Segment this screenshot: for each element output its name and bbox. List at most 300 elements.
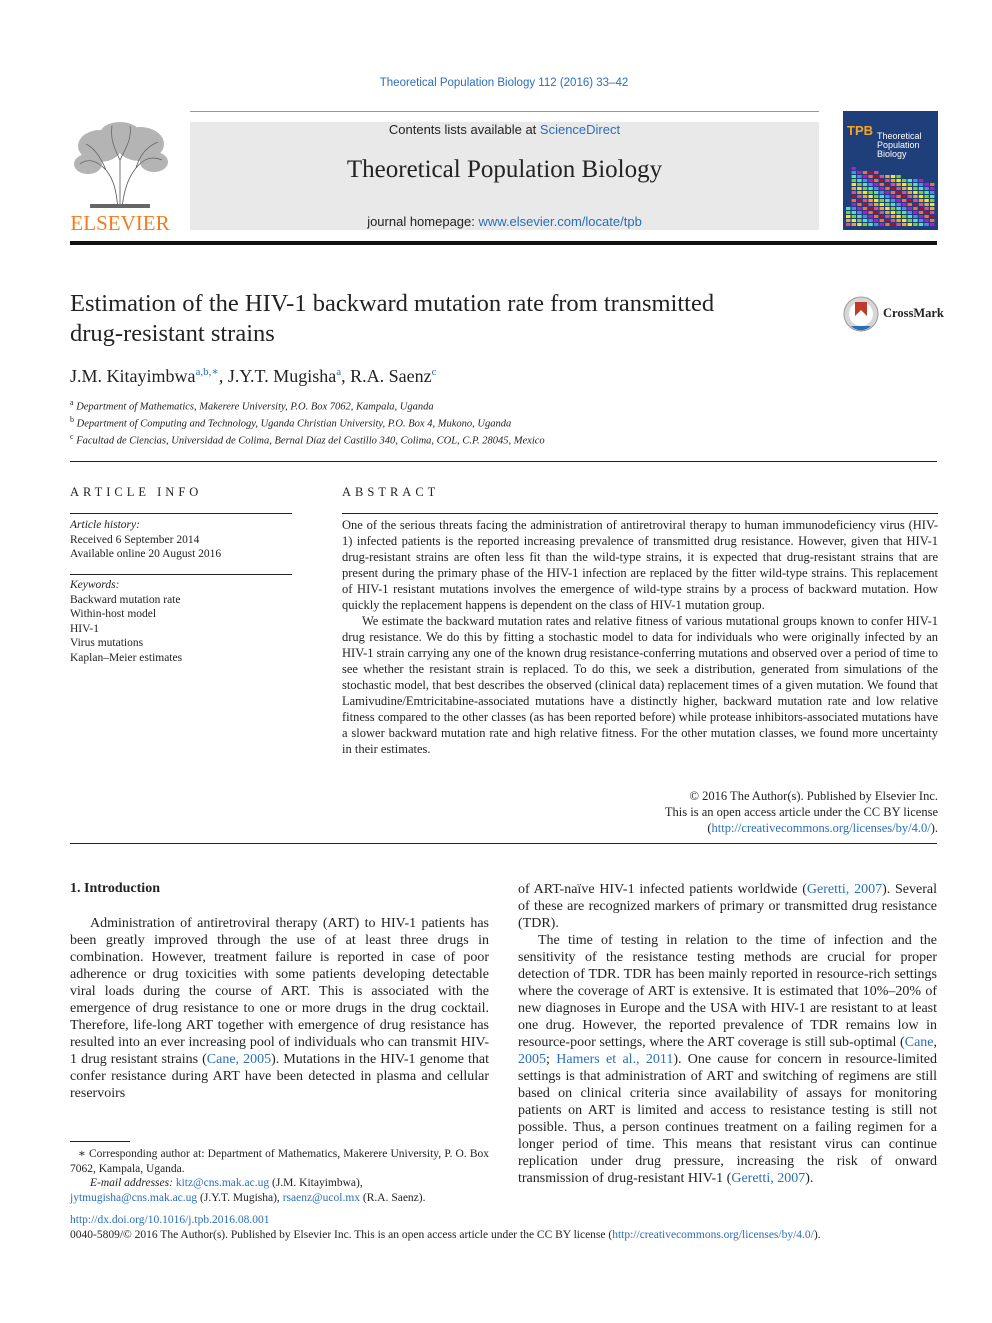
email-owner: (R.A. Saenz). (360, 1191, 426, 1204)
cover-pattern-cell (868, 219, 872, 222)
doi-link[interactable]: http://dx.doi.org/10.1016/j.tpb.2016.08.001 (70, 1214, 270, 1226)
cover-pattern-cell (908, 203, 912, 206)
license-paren: ). (930, 821, 938, 835)
journal-name: Theoretical Population Biology (346, 156, 663, 183)
cover-pattern-cell (891, 211, 895, 214)
cover-pattern-cell (868, 187, 872, 190)
cover-pattern-cell (868, 191, 872, 194)
cover-pattern-cell (885, 219, 889, 222)
cover-pattern-cell (863, 207, 867, 210)
cover-pattern-cell (868, 179, 872, 182)
cover-pattern-cell (919, 191, 923, 194)
body-column-left (70, 915, 489, 1102)
cover-pattern-cell (908, 211, 912, 214)
cover-pattern-cell (930, 207, 934, 210)
cover-pattern-cell (863, 203, 867, 206)
cover-pattern-cell (868, 175, 872, 178)
cover-pattern-cell (863, 187, 867, 190)
cover-pattern-cell (880, 223, 884, 226)
journal-masthead (190, 122, 819, 230)
abstract-paragraph: One of the serious threats facing the administration of antiretroviral therapy to human immunodeficiency virus (HIV-1) infected patients is the reported increasing prevalence of transmitted drug resistance. However, given that HIV-1 drug-resistant strains are often less fit than the wild-type strains, it is expected that drug-resistant strains that are present during the primary phase of the HIV-1 infection are replaced by the fitter wild-type strains. This replacement of HIV-1 resistant mutations involves the emergence of wild-type strains by a process of backward mutation. How quickly the replacement happens is dependent on the class of HIV-1 mutation group. (342, 518, 938, 612)
cover-pattern-cell (868, 183, 872, 186)
citation-link[interactable]: Hamers et al., 2011 (556, 1052, 674, 1067)
contents-prefix: Contents lists available at (388, 122, 540, 137)
cover-pattern-cell (908, 183, 912, 186)
cover-pattern-cell (896, 215, 900, 218)
header-bottom-rule (70, 241, 937, 245)
cover-pattern-cell (857, 207, 861, 210)
cover-pattern-cell (913, 223, 917, 226)
cover-pattern-cell (885, 203, 889, 206)
abstract-paragraph: We estimate the backward mutation rates and relative fitness of various mutational groups known to confer HIV-1 drug resistance. We do this by fitting a stochastic model to data for individuals who were originally infected by an HIV-1 strain carrying any one of the known drug resistance-conferring mutations and observed over a period of time to see whether the resistant strain is replaced. To do this, we seek a distribution, generated from simulations of the stochastic model, that best describes the observed (clinical data) replacement times of a given mutation. We found that Lamivudine/Emtricitabine-associated mutations have a distinctly higher, backward mutation rate and low relative fitness compared to the other classes (as has been reported before) while protease inhibitors-associated mutations have a slower backward mutation rate and high relative fitness. For the other mutation classes, we found more uncertainty in their estimates. (342, 614, 938, 756)
citation-link[interactable]: Cane, 2005 (206, 1052, 272, 1067)
cover-pattern-cell (891, 203, 895, 206)
cover-pattern-cell (902, 215, 906, 218)
abstract-heading: ABSTRACT (342, 485, 440, 499)
cover-pattern-cell (896, 199, 900, 202)
body-text: The time of testing in relation to the time of infection and the sensitivity of the resistance testing methods are crucial for proper detection of TDR. TDR has been mainly reported in resource-rich settings where the coverage of ART is extensive. It is estimated that 10%–20% of new diagnoses in Europe and the USA with HIV-1 are resistant to at least one drug. However, the reported prevalence of TDR remains low in resource-poor settings, where the ART coverage is still sub-optimal ( (518, 933, 937, 1050)
cover-pattern-cell (846, 215, 850, 218)
body-paragraph (70, 915, 489, 1102)
cover-pattern-cell (891, 195, 895, 198)
cover-pattern-cell (852, 211, 856, 214)
cover-pattern-cell (874, 223, 878, 226)
cover-pattern-cell (908, 223, 912, 226)
affiliation-text: Department of Mathematics, Makerere University, P.O. Box 7062, Kampala, Uganda (76, 401, 434, 413)
cover-pattern-cell (880, 215, 884, 218)
cover-pattern-cell (885, 215, 889, 218)
corresponding-footnote (70, 1147, 489, 1205)
cover-pattern-cell (863, 175, 867, 178)
cover-pattern-cell (880, 183, 884, 186)
received-date: Received 6 September 2014 (70, 533, 200, 546)
keyword: Virus mutations (70, 637, 144, 649)
author-marks[interactable]: a,b,∗ (195, 366, 219, 378)
cover-pattern-cell (857, 211, 861, 214)
cover-pattern-cell (902, 191, 906, 194)
cover-pattern-cell (863, 223, 867, 226)
cover-pattern-cell (919, 179, 923, 182)
cover-pattern-cell (874, 215, 878, 218)
keywords-label: Keywords: (70, 579, 120, 591)
body-column-right (518, 881, 937, 1187)
cover-pattern-cell (930, 219, 934, 222)
journal-citation[interactable]: Theoretical Population Biology 112 (2016) 33–42 (379, 77, 629, 89)
crossmark-label: CrossMark (883, 306, 944, 320)
license-line: This is an open access article under the CC BY license (664, 805, 938, 819)
cover-pattern-cell (896, 211, 900, 214)
cover-pattern-cell (863, 199, 867, 202)
cover-pattern-cell (902, 183, 906, 186)
cover-pattern-cell (902, 223, 906, 226)
elsevier-tree-icon (70, 120, 170, 235)
cover-pattern-cell (880, 191, 884, 194)
cover-pattern-cell (930, 199, 934, 202)
keyword: Within-host model (70, 608, 157, 620)
abstract-rule (342, 513, 938, 514)
cover-pattern-cell (902, 207, 906, 210)
cover-pattern-cell (857, 187, 861, 190)
cover-pattern-cell (930, 195, 934, 198)
cover-pattern-cell (885, 183, 889, 186)
cover-pattern-cell (880, 211, 884, 214)
cover-pattern-cell (852, 219, 856, 222)
cover-pattern-cell (868, 223, 872, 226)
article-history (70, 518, 221, 562)
journal-homepage-link[interactable]: www.elsevier.com/locate/tpb (478, 214, 642, 229)
cover-pattern-cell (891, 179, 895, 182)
cover-pattern-cell (908, 191, 912, 194)
email-link[interactable]: jytmugisha@cns.mak.ac.ug (70, 1191, 198, 1204)
cover-pattern-cell (874, 211, 878, 214)
cover-pattern-cell (874, 207, 878, 210)
cover-pattern-cell (874, 179, 878, 182)
body-text: of ART-naïve HIV-1 infected patients worldwide ( (518, 882, 807, 897)
cover-pattern-cell (924, 203, 928, 206)
cover-pattern-cell (852, 167, 856, 170)
cover-pattern-cell (913, 203, 917, 206)
cover-pattern-cell (852, 171, 856, 174)
issn-text: ). (813, 1229, 821, 1241)
affiliation-mark: c (70, 432, 74, 441)
cover-pattern-cell (857, 215, 861, 218)
cover-pattern-cell (924, 219, 928, 222)
cover-pattern-cell (863, 171, 867, 174)
cover-pattern-cell (930, 187, 934, 190)
elsevier-logo (70, 120, 170, 235)
cover-pattern-cell (880, 179, 884, 182)
cover-pattern-cell (896, 191, 900, 194)
body-text: , (933, 1035, 937, 1050)
cover-pattern-cell (924, 223, 928, 226)
affiliation (70, 398, 434, 413)
cover-pattern-cell (896, 179, 900, 182)
cover-pattern-cell (852, 203, 856, 206)
cover-pattern-cell (846, 223, 850, 226)
cover-pattern-cell (880, 199, 884, 202)
cover-pattern-cell (913, 207, 917, 210)
keyword: Kaplan–Meier estimates (70, 651, 183, 664)
cover-pattern-cell (868, 215, 872, 218)
cover-pattern-cell (885, 211, 889, 214)
copyright-line: © 2016 The Author(s). Published by Elsevier Inc. (689, 789, 938, 803)
cover-pattern-cell (885, 195, 889, 198)
cover-pattern-cell (891, 187, 895, 190)
history-label: Article history: (70, 519, 140, 531)
cover-pattern-cell (874, 183, 878, 186)
cover-pattern-cell (919, 203, 923, 206)
section-rule (70, 461, 937, 462)
cover-pattern-cell (919, 219, 923, 222)
cover-pattern-cell (852, 195, 856, 198)
cover-pattern-cell (924, 187, 928, 190)
cover-pattern-cell (908, 207, 912, 210)
cover-pattern-cell (891, 191, 895, 194)
cover-pattern-cell (930, 223, 934, 226)
author-separator: , (218, 366, 228, 386)
cover-pattern-cell (863, 195, 867, 198)
cover-pattern-cell (908, 187, 912, 190)
cover-pattern-cell (902, 199, 906, 202)
citation-link[interactable]: Geretti, 2007 (806, 882, 883, 897)
cover-pattern-cell (852, 175, 856, 178)
cover-pattern-cell (896, 219, 900, 222)
cover-pattern-cell (913, 199, 917, 202)
cover-pattern-cell (896, 207, 900, 210)
author-name[interactable]: R.A. Saenz (350, 366, 432, 386)
cover-pattern-cell (863, 191, 867, 194)
cover-pattern-cell (852, 223, 856, 226)
cover-pattern-cell (896, 187, 900, 190)
introduction-heading: 1. Introduction (70, 881, 160, 896)
affiliation-mark: b (70, 415, 74, 424)
svg-text:Theoretical: Theoretical (877, 131, 922, 141)
cover-pattern-cell (880, 195, 884, 198)
cover-pattern-cell (857, 179, 861, 182)
cover-pattern-cell (846, 219, 850, 222)
cover-pattern-cell (919, 183, 923, 186)
cover-pattern-cell (885, 175, 889, 178)
cover-pattern-cell (908, 195, 912, 198)
affiliation (70, 415, 511, 430)
author-separator: , (341, 366, 351, 386)
cover-pattern-cell (852, 199, 856, 202)
svg-text:TPB: TPB (847, 123, 873, 138)
cover-pattern-cell (857, 191, 861, 194)
cover-pattern-cell (924, 191, 928, 194)
title-line-1: Estimation of the HIV-1 backward mutation rate from transmitted (70, 290, 715, 317)
cover-pattern-cell (902, 203, 906, 206)
keyword: Backward mutation rate (70, 593, 181, 606)
cover-pattern-cell (902, 179, 906, 182)
cover-pattern-cell (874, 195, 878, 198)
author-marks[interactable]: a (336, 366, 342, 378)
keywords-block (70, 578, 182, 665)
cover-pattern-cell (919, 215, 923, 218)
body-text: ). (805, 1171, 814, 1186)
affiliation-text: Facultad de Ciencias, Universidad de Colima, Bernal Díaz del Castillo 340, Colima, COL, C.P. 28045, Mexico (76, 435, 545, 447)
info-rule (70, 574, 292, 575)
email-owner: (J.Y.T. Mugisha), (197, 1191, 283, 1204)
article-info-heading: ARTICLE INFO (70, 485, 203, 499)
cover-pattern-cell (924, 199, 928, 202)
cover-image (843, 111, 938, 230)
cover-pattern-cell (880, 207, 884, 210)
cover-pattern-cell (913, 183, 917, 186)
email-label: E-mail addresses: (90, 1177, 176, 1189)
cover-pattern-cell (902, 219, 906, 222)
body-text: Administration of antiretroviral therapy (ART) to HIV-1 patients has been greatly improved through the use of at least three drugs in combination. However, treatment failure is reported in case of poor adherence or drug toxicities with some patients developing detectable viral loads during the course of ART. This is associated with the emergence of drug resistance to one or more drugs in the drug cocktail. Therefore, life-long ART together with emergence of drug resistance has resulted into an ever increasing pool of individuals who can transmit HIV-1 drug resistant strains ( (70, 916, 489, 1067)
cover-pattern-cell (891, 215, 895, 218)
email-link[interactable]: rsaenz@ucol.mx (282, 1191, 361, 1204)
cover-pattern-cell (885, 223, 889, 226)
affiliation-text: Department of Computing and Technology, Uganda Christian University, P.O. Box 4, Mukono, Uganda (76, 418, 512, 430)
cover-pattern-cell (868, 195, 872, 198)
cover-pattern-cell (857, 175, 861, 178)
cover-pattern-cell (874, 203, 878, 206)
cover-pattern-cell (930, 191, 934, 194)
cover-pattern-cell (874, 171, 878, 174)
issn-text: 0040-5809/© 2016 The Author(s). Published by Elsevier Inc. This is an open access article under the CC BY license ( (70, 1229, 613, 1241)
cover-pattern-cell (868, 207, 872, 210)
keyword: HIV-1 (70, 622, 99, 635)
cover-pattern-cell (880, 187, 884, 190)
cover-pattern-cell (913, 179, 917, 182)
cover-pattern-cell (913, 211, 917, 214)
cover-pattern-cell (863, 211, 867, 214)
cover-pattern-cell (857, 199, 861, 202)
cover-pattern-cell (857, 183, 861, 186)
cover-pattern-cell (852, 183, 856, 186)
cover-pattern-cell (857, 219, 861, 222)
cover-pattern-cell (919, 211, 923, 214)
header-top-rule (190, 111, 819, 112)
footer-license-link[interactable]: http://creativecommons.org/licenses/by/4.0/ (612, 1229, 814, 1241)
cover-pattern-cell (902, 211, 906, 214)
cover-pattern-cell (874, 191, 878, 194)
email-link[interactable]: kitz@cns.mak.ac.ug (175, 1177, 270, 1189)
affiliation (70, 432, 545, 447)
cover-pattern-cell (919, 199, 923, 202)
footnote-rule (70, 1141, 130, 1142)
cover-pattern-cell (891, 207, 895, 210)
corresponding-author: Corresponding author at: Department of Mathematics, Makerere University, P. O. Box 7062, Kampala, Uganda. (70, 1148, 489, 1175)
cover-pattern-cell (885, 179, 889, 182)
svg-text:Biology: Biology (877, 149, 907, 159)
author-name[interactable]: J.M. Kitayimbwa (70, 366, 196, 386)
cover-pattern-cell (896, 203, 900, 206)
cover-pattern-cell (896, 195, 900, 198)
cover-pattern-cell (919, 195, 923, 198)
cover-pattern-cell (930, 203, 934, 206)
cover-pattern-cell (852, 191, 856, 194)
homepage-prefix: journal homepage: (367, 214, 479, 229)
cover-pattern-cell (874, 219, 878, 222)
crossmark-badge[interactable] (843, 296, 943, 332)
contents-line (190, 122, 819, 137)
cover-pattern-cell (874, 187, 878, 190)
email-owner: (J.M. Kitayimbwa), (269, 1177, 363, 1189)
cover-pattern-cell (891, 199, 895, 202)
issn-license-line (70, 1229, 821, 1241)
cover-pattern-cell (863, 179, 867, 182)
cover-pattern-cell (852, 215, 856, 218)
cover-pattern-cell (919, 187, 923, 190)
cover-pattern-cell (924, 211, 928, 214)
section-rule (70, 843, 937, 844)
journal-cover-thumbnail[interactable] (843, 111, 938, 230)
author-marks[interactable]: c (431, 366, 437, 378)
cover-pattern-cell (885, 207, 889, 210)
cover-pattern-cell (896, 183, 900, 186)
cover-pattern-cell (924, 183, 928, 186)
cover-pattern-cell (930, 211, 934, 214)
body-text: ). Mutations in the HIV-1 genome that confer resistance during ART have been detected in plasma and cellular reservoirs (70, 1052, 489, 1101)
cover-pattern-cell (908, 215, 912, 218)
cover-pattern-cell (880, 219, 884, 222)
cover-pattern-cell (913, 215, 917, 218)
available-date: Available online 20 August 2016 (70, 548, 222, 560)
license-paren: ( (707, 821, 712, 835)
cover-pattern-cell (885, 199, 889, 202)
cover-pattern-cell (852, 179, 856, 182)
cover-pattern-cell (891, 223, 895, 226)
affiliation-mark: a (70, 398, 74, 407)
cover-pattern-cell (874, 199, 878, 202)
cover-pattern-cell (896, 223, 900, 226)
homepage-line (190, 214, 819, 229)
article-title (70, 289, 810, 349)
cover-pattern-cell (863, 215, 867, 218)
cover-pattern-cell (930, 215, 934, 218)
author-name[interactable]: J.Y.T. Mugisha (227, 366, 337, 386)
cover-pattern-cell (891, 219, 895, 222)
info-rule (70, 513, 292, 514)
cover-pattern-cell (891, 175, 895, 178)
cover-pattern-cell (913, 187, 917, 190)
body-paragraph (518, 932, 937, 1187)
cover-pattern-cell (868, 203, 872, 206)
abstract-text (342, 517, 938, 757)
footnote-mark: ∗ (78, 1148, 86, 1160)
cover-pattern-cell (852, 207, 856, 210)
crossmark-icon (843, 296, 879, 332)
abstract-copyright (500, 788, 938, 836)
body-text: ). One cause for concern in resource-limited settings is that administration of ART and switching of regimens are still based on clinical criteria since availability of assays for monitoring patients on ART is limited and access to resistance testing is still not possible. Thus, a person continues treatment on a failing regimen for a longer period of time. This means that resistant virus can continue replication under drug pressure, increasing the risk of onward transmission of drug-resistant HIV-1 ( (518, 1052, 937, 1186)
cover-pattern-cell (896, 175, 900, 178)
cover-pattern-cell (908, 179, 912, 182)
cover-pattern-cell (919, 223, 923, 226)
cover-pattern-cell (863, 219, 867, 222)
cover-pattern-cell (908, 199, 912, 202)
body-text: ). Several of these are recognized markers of primary or transmitted drug resistance (TDR). (518, 882, 937, 931)
cover-pattern-cell (924, 195, 928, 198)
cover-pattern-cell (868, 211, 872, 214)
body-text: ; (546, 1052, 557, 1067)
citation-link[interactable]: Cane (904, 1035, 934, 1050)
cover-pattern-cell (874, 175, 878, 178)
body-paragraph (518, 881, 937, 932)
cover-pattern-cell (868, 199, 872, 202)
cover-pattern-cell (880, 203, 884, 206)
cover-pattern-cell (857, 195, 861, 198)
cover-pattern-cell (857, 203, 861, 206)
svg-text:ELSEVIER: ELSEVIER (70, 211, 170, 235)
cover-pattern-cell (913, 191, 917, 194)
cover-pattern-cell (924, 207, 928, 210)
cover-pattern-cell (930, 183, 934, 186)
citation-link[interactable]: Geretti, 2007 (731, 1171, 806, 1186)
citation-link[interactable]: 2005 (518, 1052, 546, 1067)
cover-pattern-cell (880, 175, 884, 178)
cover-pattern-cell (857, 171, 861, 174)
cover-pattern-cell (885, 187, 889, 190)
sciencedirect-link[interactable]: ScienceDirect (539, 122, 621, 137)
cover-pattern-cell (846, 211, 850, 214)
cover-pattern-cell (908, 219, 912, 222)
cover-pattern-cell (902, 195, 906, 198)
cover-pattern-cell (913, 195, 917, 198)
cover-pattern-cell (857, 223, 861, 226)
license-link[interactable]: http://creativecommons.org/licenses/by/4.0/ (711, 821, 931, 835)
title-line-2: drug-resistant strains (70, 320, 275, 347)
svg-text:Population: Population (877, 140, 920, 150)
cover-pattern-cell (868, 171, 872, 174)
cover-pattern-cell (891, 183, 895, 186)
cover-pattern-cell (863, 183, 867, 186)
cover-pattern-cell (852, 187, 856, 190)
cover-pattern-cell (846, 207, 850, 210)
